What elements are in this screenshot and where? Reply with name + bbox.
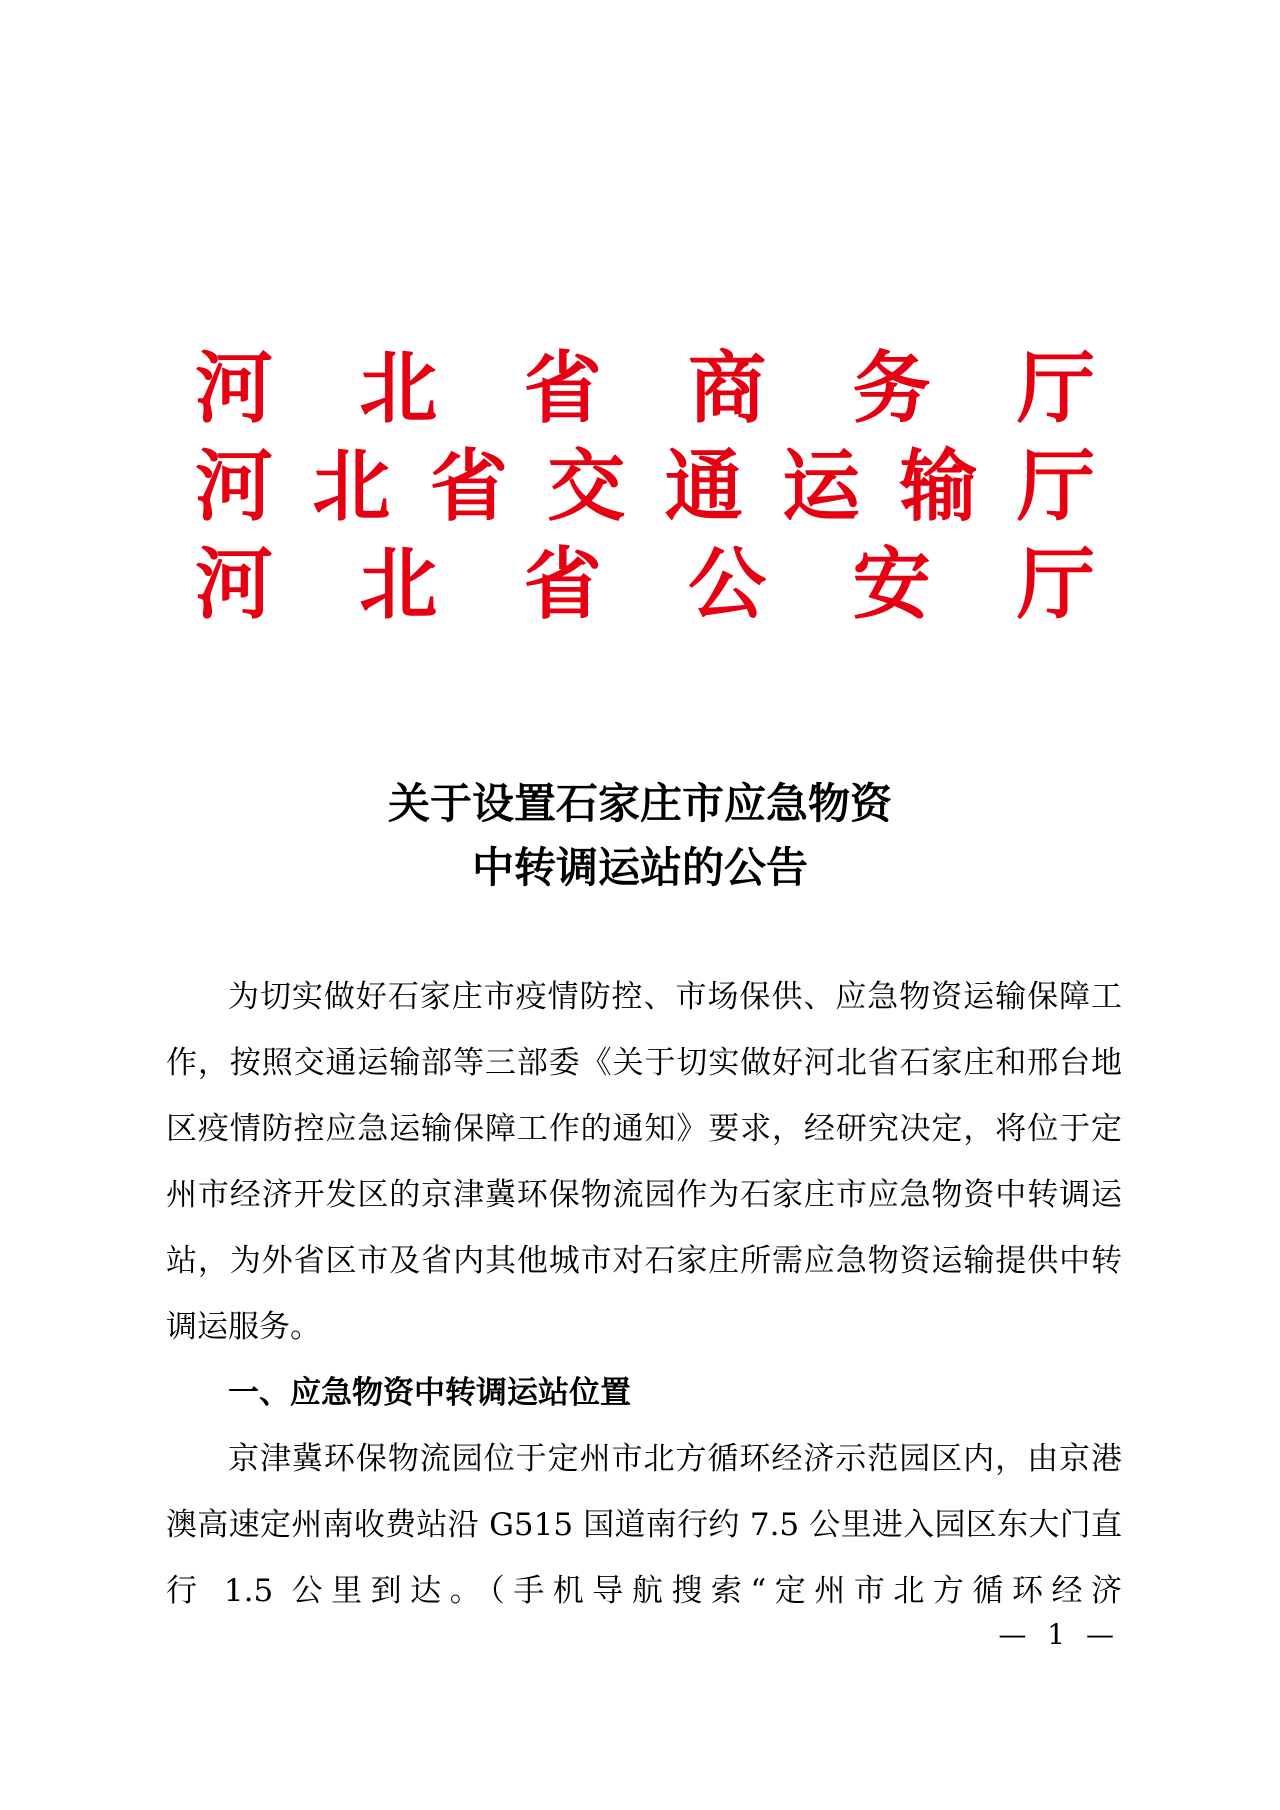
header-char: 运	[782, 441, 861, 532]
header-char: 商	[688, 343, 767, 434]
header-char: 务	[852, 343, 931, 434]
header-char: 厅	[1016, 441, 1095, 532]
page-number: — 1 —	[998, 1618, 1120, 1651]
title-line-1: 关于设置石家庄市应急物资	[387, 779, 892, 828]
header-char: 通	[664, 441, 743, 532]
section-heading-location: 一、应急物资中转调运站位置	[228, 1375, 631, 1411]
header-char: 省	[429, 441, 508, 532]
header-char: 安	[852, 539, 931, 630]
header-char: 交	[547, 441, 626, 532]
document-title	[0, 772, 1280, 900]
header-char: 省	[523, 539, 602, 630]
header-char: 厅	[1016, 343, 1095, 434]
header-char: 北	[312, 441, 391, 532]
header-char: 省	[523, 343, 602, 434]
header-char: 输	[899, 441, 978, 532]
header-line-transport	[195, 438, 1095, 536]
header-line-commerce	[195, 340, 1095, 438]
header-char: 北	[359, 539, 438, 630]
title-line-2: 中转调运站的公告	[471, 843, 808, 892]
body-paragraph-location: 京津冀环保物流园位于定州市北方循环经济示范园区内，由京港澳高速定州南收费站沿 G515 国道南行约 7.5 公里进入园区东大门直行 1.5 公里到达。（手机导航搜索“定州市北方循环经济	[166, 1441, 1122, 1609]
header-char: 河	[195, 441, 274, 532]
body-paragraph-intro: 为切实做好石家庄市疫情防控、市场保供、应急物资运输保障工作，按照交通运输部等三部委《关于切实做好河北省石家庄和邢台地区疫情防控应急运输保障工作的通知》要求，经研究决定，将位于定州市经济开发区的京津冀环保物流园作为石家庄市应急物资中转调运站，为外省区市及省内其他城市对石家庄所需应急物资运输提供中转调运服务。	[166, 979, 1122, 1345]
header-char: 公	[688, 539, 767, 630]
header-char: 北	[359, 343, 438, 434]
header-char: 厅	[1016, 539, 1095, 630]
issuing-authorities-header	[195, 340, 1095, 634]
header-line-public-security	[195, 536, 1095, 634]
header-char: 河	[195, 539, 274, 630]
header-char: 河	[195, 343, 274, 434]
document-body	[166, 964, 1122, 1624]
